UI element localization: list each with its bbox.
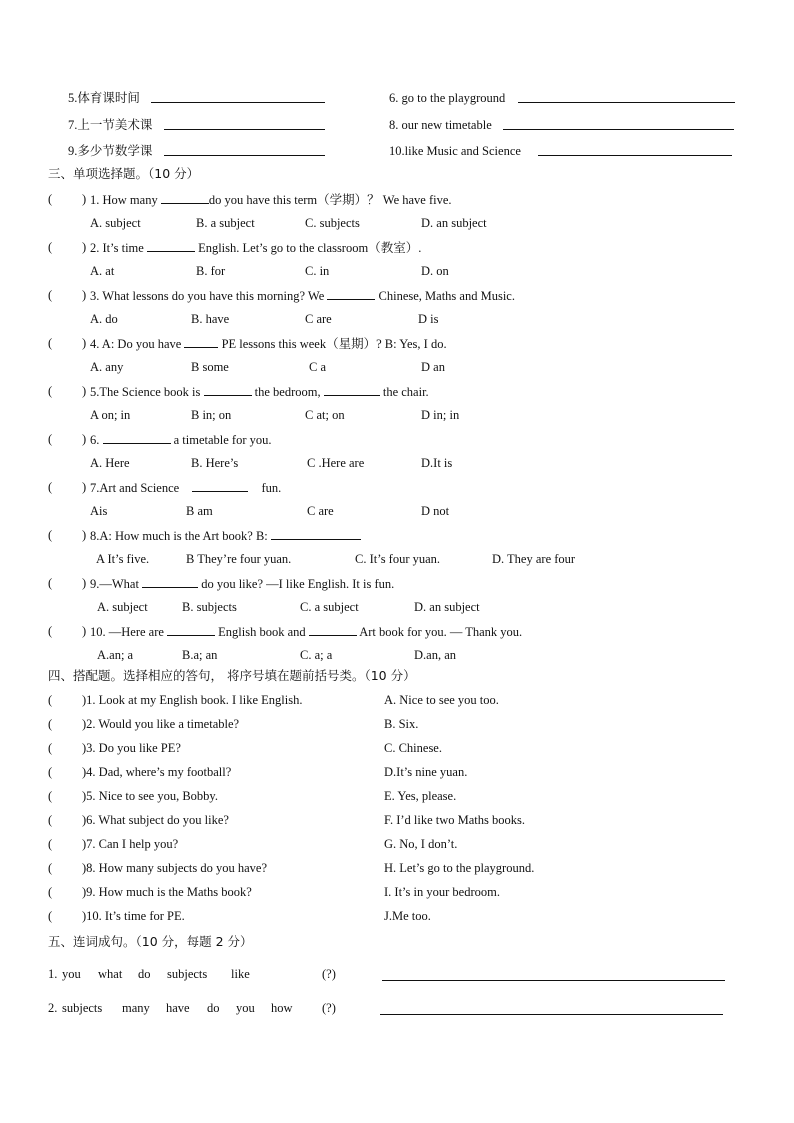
matching-question-6: )6. What subject do you like? — [82, 813, 229, 827]
question-5-blank-1[interactable] — [204, 383, 252, 396]
question-10-blank-2[interactable] — [309, 623, 357, 636]
question-3-text-a: 3. What lessons do you have this morning? We — [90, 289, 325, 303]
answer-paren-open: ( — [48, 909, 53, 923]
question-6-text-a: 6. — [90, 433, 100, 447]
sentence-2-answer-line[interactable] — [380, 1014, 723, 1015]
answer-paren-open: ( — [48, 432, 53, 446]
word-card: do — [138, 967, 151, 981]
q8-option-c[interactable]: C. It’s four yuan. — [355, 552, 441, 566]
answer-paren-close: ) — [82, 336, 87, 350]
section3-title: 三、单项选择题。（10 分） — [48, 166, 200, 181]
answer-paren-open: ( — [48, 717, 53, 731]
question-5 — [90, 383, 429, 400]
answer-paren-close: ) — [82, 576, 87, 590]
vocab-item-7: 7.上一节美术课 — [68, 118, 153, 132]
q1-option-b[interactable]: B. a subject — [196, 216, 255, 230]
q9-option-b[interactable]: B. subjects — [182, 600, 237, 614]
question-5-text-a: 5.The Science book is — [90, 385, 201, 399]
question-9-text-b: do you like? —I like English. It is fun. — [201, 577, 395, 591]
question-7-text-b: fun. — [261, 481, 282, 495]
word-card: what — [98, 967, 123, 981]
answer-paren-open: ( — [48, 693, 53, 707]
answer-paren-open: ( — [48, 192, 53, 206]
answer-paren-open: ( — [48, 885, 53, 899]
q6-option-d[interactable]: D.It is — [421, 456, 453, 470]
matching-question-1: )1. Look at my English book. I like English. — [82, 693, 303, 707]
question-1 — [90, 191, 452, 208]
q5-option-a[interactable]: A on; in — [90, 408, 131, 422]
question-9 — [90, 575, 394, 592]
q3-option-c[interactable]: C are — [305, 312, 332, 326]
section4-title: 四、搭配题。选择相应的答句， 将序号填在题前括号类。（10 分） — [48, 668, 416, 683]
q7-option-c[interactable]: C are — [307, 504, 334, 518]
question-6-blank[interactable] — [103, 431, 171, 444]
answer-paren-close: ) — [82, 240, 87, 254]
q6-option-a[interactable]: A. Here — [90, 456, 130, 470]
q7-option-d[interactable]: D not — [421, 504, 450, 518]
matching-answer-c: C. Chinese. — [384, 741, 442, 755]
q5-option-d[interactable]: D in; in — [421, 408, 460, 422]
q4-option-b[interactable]: B some — [191, 360, 229, 374]
q10-option-d[interactable]: D.an, an — [414, 648, 456, 662]
question-3-text-b: Chinese, Maths and Music. — [378, 289, 515, 303]
q2-option-c[interactable]: C. in — [305, 264, 330, 278]
matching-question-9: )9. How much is the Maths book? — [82, 885, 252, 899]
answer-paren-close: ) — [82, 288, 87, 302]
vocab-answer-line-8[interactable] — [503, 129, 734, 130]
question-10-blank-1[interactable] — [167, 623, 215, 636]
word-card: you — [236, 1001, 255, 1015]
sentence-2-number: 2. — [48, 1001, 58, 1015]
question-1-text-a: 1. How many — [90, 193, 158, 207]
matching-question-2: )2. Would you like a timetable? — [82, 717, 240, 731]
word-card: subjects — [62, 1001, 103, 1015]
question-6-text-b: a timetable for you. — [173, 433, 272, 447]
matching-answer-g: G. No, I don’t. — [384, 837, 458, 851]
word-card: have — [166, 1001, 190, 1015]
vocab-answer-line-9[interactable] — [164, 155, 325, 156]
sentence-1-number: 1. — [48, 967, 58, 981]
matching-question-4: )4. Dad, where’s my football? — [82, 765, 232, 779]
section5-title: 五、连词成句。（10 分，每题 2 分） — [48, 934, 253, 949]
q9-option-c[interactable]: C. a subject — [300, 600, 359, 614]
question-1-text-b: do you have this term（学期）？ We have five. — [208, 193, 452, 207]
q8-option-b[interactable]: B They’re four yuan. — [186, 552, 292, 566]
answer-paren-open: ( — [48, 480, 53, 494]
vocab-item-9: 9.多少节数学课 — [68, 144, 153, 158]
question-8 — [90, 527, 361, 544]
question-5-text-b: the bedroom, — [254, 385, 321, 399]
question-mark: (?) — [322, 967, 336, 981]
question-2-text-a: 2. It’s time — [90, 241, 144, 255]
question-8-blank[interactable] — [271, 527, 361, 540]
question-3-blank[interactable] — [327, 287, 375, 300]
question-10-text-a: 10. —Here are — [90, 625, 164, 639]
q1-option-d[interactable]: D. an subject — [421, 216, 487, 230]
q1-option-c[interactable]: C. subjects — [305, 216, 360, 230]
q4-option-d[interactable]: D an — [421, 360, 445, 374]
answer-paren-open: ( — [48, 813, 53, 827]
q9-option-a[interactable]: A. subject — [97, 600, 148, 614]
vocab-item-6: 6. go to the playground — [389, 91, 506, 105]
answer-paren-open: ( — [48, 384, 53, 398]
question-4-text-b: PE lessons this week（星期）? B: Yes, I do. — [221, 337, 447, 351]
vocab-item-5: 5.体育课时间 — [68, 91, 140, 105]
answer-paren-open: ( — [48, 861, 53, 875]
word-card: subjects — [167, 967, 208, 981]
question-4-blank[interactable] — [184, 335, 218, 348]
q2-option-b[interactable]: B. for — [196, 264, 226, 278]
question-8-text-a: 8.A: How much is the Art book? B: — [90, 529, 268, 543]
matching-question-8: )8. How many subjects do you have? — [82, 861, 268, 875]
answer-paren-open: ( — [48, 288, 53, 302]
answer-paren-close: ) — [82, 192, 87, 206]
question-10-text-c: Art book for you. — Thank you. — [359, 625, 523, 639]
vocab-answer-line-6[interactable] — [518, 102, 735, 103]
answer-paren-open: ( — [48, 624, 53, 638]
q3-option-b[interactable]: B. have — [191, 312, 230, 326]
word-card: do — [207, 1001, 220, 1015]
q8-option-a[interactable]: A It’s five. — [96, 552, 150, 566]
word-card: how — [271, 1001, 293, 1015]
matching-question-3: )3. Do you like PE? — [82, 741, 181, 755]
answer-paren-open: ( — [48, 528, 53, 542]
question-4-text-a: 4. A: Do you have — [90, 337, 182, 351]
question-5-text-c: the chair. — [382, 385, 429, 399]
answer-paren-open: ( — [48, 336, 53, 350]
vocab-item-10: 10.like Music and Science — [389, 144, 521, 158]
question-10-text-b: English book and — [218, 625, 306, 639]
question-5-blank-2[interactable] — [324, 383, 380, 396]
answer-paren-open: ( — [48, 741, 53, 755]
question-mark: (?) — [322, 1001, 336, 1015]
q5-option-c[interactable]: C at; on — [305, 408, 345, 422]
question-1-blank[interactable] — [161, 191, 209, 204]
matching-answer-i: I. It’s in your bedroom. — [384, 885, 500, 899]
answer-paren-close: ) — [82, 384, 87, 398]
matching-question-10: )10. It’s time for PE. — [82, 909, 185, 923]
q2-option-d[interactable]: D. on — [421, 264, 449, 278]
q3-option-a[interactable]: A. do — [90, 312, 118, 326]
matching-question-5: )5. Nice to see you, Bobby. — [82, 789, 218, 803]
question-6 — [90, 431, 272, 448]
question-7-text-a: 7.Art and Science — [90, 481, 180, 495]
question-9-blank[interactable] — [142, 575, 198, 588]
matching-answer-b: B. Six. — [384, 717, 419, 731]
answer-paren-open: ( — [48, 765, 53, 779]
question-2-text-b: English. Let’s go to the classroom（教室）. — [198, 241, 422, 255]
answer-paren-open: ( — [48, 837, 53, 851]
q4-option-c[interactable]: C a — [309, 360, 327, 374]
q4-option-a[interactable]: A. any — [90, 360, 124, 374]
vocab-item-8: 8. our new timetable — [389, 118, 492, 132]
q10-option-b[interactable]: B.a; an — [182, 648, 218, 662]
q7-option-b[interactable]: B am — [186, 504, 213, 518]
answer-paren-open: ( — [48, 576, 53, 590]
vocab-answer-line-10[interactable] — [538, 155, 732, 156]
answer-paren-close: ) — [82, 624, 87, 638]
answer-paren-close: ) — [82, 432, 87, 446]
question-2-blank[interactable] — [147, 239, 195, 252]
matching-answer-j: J.Me too. — [384, 909, 431, 923]
answer-paren-close: ) — [82, 480, 87, 494]
vocab-answer-line-7[interactable] — [164, 129, 325, 130]
q6-option-b[interactable]: B. Here’s — [191, 456, 239, 470]
question-2 — [90, 239, 421, 256]
vocab-answer-line-5[interactable] — [151, 102, 325, 103]
answer-paren-close: ) — [82, 528, 87, 542]
matching-answer-d: D.It’s nine yuan. — [384, 765, 468, 779]
q2-option-a[interactable]: A. at — [90, 264, 115, 278]
question-7-blank[interactable] — [192, 479, 248, 492]
q6-option-c[interactable]: C .Here are — [307, 456, 365, 470]
question-3 — [90, 287, 515, 304]
question-10 — [90, 623, 522, 640]
q10-option-c[interactable]: C. a; a — [300, 648, 333, 662]
question-9-text-a: 9.—What — [90, 577, 139, 591]
q1-option-a[interactable]: A. subject — [90, 216, 141, 230]
q10-option-a[interactable]: A.an; a — [97, 648, 134, 662]
matching-answer-h: H. Let’s go to the playground. — [384, 861, 535, 875]
answer-paren-open: ( — [48, 789, 53, 803]
matching-answer-a: A. Nice to see you too. — [384, 693, 499, 707]
question-4 — [90, 335, 447, 352]
answer-paren-open: ( — [48, 240, 53, 254]
q7-option-a[interactable]: Ais — [90, 504, 108, 518]
matching-answer-f: F. I’d like two Maths books. — [384, 813, 526, 827]
sentence-1-answer-line[interactable] — [382, 980, 725, 981]
question-7 — [90, 479, 281, 496]
q9-option-d[interactable]: D. an subject — [414, 600, 480, 614]
word-card: you — [62, 967, 81, 981]
q8-option-d[interactable]: D. They are four — [492, 552, 576, 566]
word-card: many — [122, 1001, 150, 1015]
matching-question-7: )7. Can I help you? — [82, 837, 179, 851]
q3-option-d[interactable]: D is — [418, 312, 439, 326]
word-card: like — [231, 967, 250, 981]
q5-option-b[interactable]: B in; on — [191, 408, 232, 422]
matching-answer-e: E. Yes, please. — [384, 789, 457, 803]
